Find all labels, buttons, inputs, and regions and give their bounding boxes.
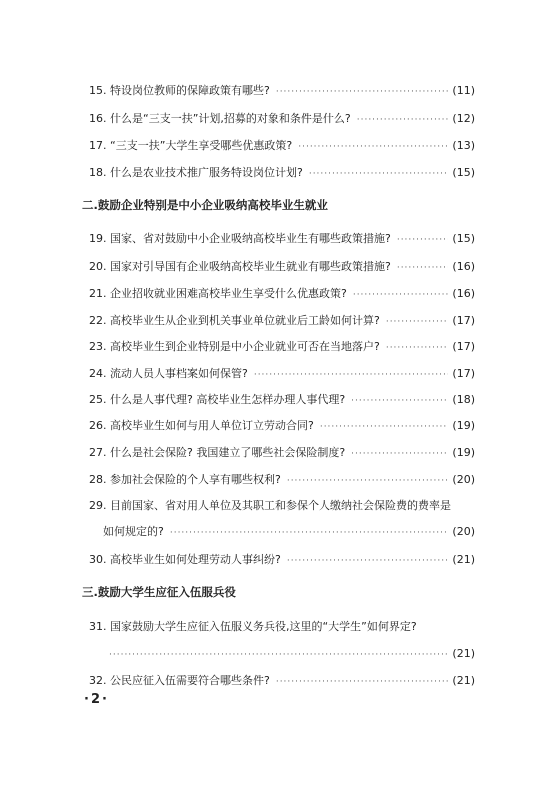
toc-item-page: (16) [452,260,475,273]
toc-item-22[interactable] [89,314,475,329]
leader-dots [397,233,449,247]
toc-item-27[interactable] [89,446,475,461]
toc-item-page: (11) [452,84,475,97]
toc-item-page: (15) [452,166,475,179]
toc-item-31-continued[interactable] [103,647,475,662]
toc-item-title: 17. “三支一扶”大学生享受哪些优惠政策? [89,139,293,152]
toc-item-30[interactable] [89,553,475,568]
toc-item-page: (21) [452,553,475,566]
leader-dots [298,140,448,154]
toc-item-page: (17) [452,314,475,327]
leader-dots [170,526,449,540]
toc-item-15[interactable] [89,84,475,99]
toc-item-title: 31. 国家鼓励大学生应征入伍服义务兵役,这里的“大学生”如何界定? [89,620,417,633]
toc-item-title: 30. 高校毕业生如何处理劳动人事纠纷? [89,553,281,566]
toc-item-page: (19) [452,446,475,459]
toc-item-title: 26. 高校毕业生如何与用人单位订立劳动合同? [89,419,314,432]
leader-dots [397,261,449,275]
leader-dots [287,474,449,488]
toc-item-title: 18. 什么是农业技术推广服务特设岗位计划? [89,166,303,179]
toc-item-title: 16. 什么是“三支一扶”计划,招募的对象和条件是什么? [89,112,351,125]
toc-item-31[interactable] [89,620,475,634]
toc-item-page: (17) [452,340,475,353]
leader-dots [353,288,449,302]
leader-dots [320,420,449,434]
toc-item-24[interactable] [89,367,475,382]
toc-item-page: (20) [452,473,475,486]
toc-item-17[interactable] [89,139,475,154]
toc-item-title: 27. 什么是社会保险? 我国建立了哪些社会保险制度? [89,446,346,459]
toc-item-title: 21. 企业招收就业困难高校毕业生享受什么优惠政策? [89,287,347,300]
toc-item-26[interactable] [89,419,475,434]
toc-item-page: (19) [452,419,475,432]
toc-item-title: 28. 参加社会保险的个人享有哪些权利? [89,473,281,486]
toc-item-page: (17) [452,367,475,380]
toc-item-25[interactable] [89,393,475,408]
toc-item-19[interactable] [89,232,475,247]
toc-item-page: (21) [452,674,475,687]
leader-dots [109,648,448,662]
toc-item-29[interactable] [89,499,475,513]
section-heading-2: 二.鼓励企业特别是中小企业吸纳高校毕业生就业 [82,198,328,212]
toc-item-16[interactable] [89,112,475,127]
toc-item-page: (13) [452,139,475,152]
toc-item-page: (20) [452,525,475,538]
toc-item-title: 32. 公民应征入伍需要符合哪些条件? [89,674,270,687]
toc-item-page: (21) [452,647,475,660]
toc-item-page: (12) [452,112,475,125]
leader-dots [351,447,448,461]
toc-item-32[interactable] [89,674,475,689]
toc-item-title: 22. 高校毕业生从企业到机关事业单位就业后工龄如何计算? [89,314,380,327]
page-number: ·2· [84,692,109,707]
toc-item-page: (16) [452,287,475,300]
toc-item-title: 如何规定的? [103,525,164,538]
toc-item-title: 24. 流动人员人事档案如何保管? [89,367,248,380]
leader-dots [276,675,449,689]
leader-dots [287,554,449,568]
leader-dots [276,85,449,99]
toc-item-title: 20. 国家对引导国有企业吸纳高校毕业生就业有哪些政策措施? [89,260,391,273]
toc-item-29-continued[interactable] [103,525,475,540]
toc-item-title: 29. 目前国家、省对用人单位及其职工和参保个人缴纳社会保险费的费率是 [89,499,451,512]
toc-item-21[interactable] [89,287,475,302]
toc-item-title: 23. 高校毕业生到企业特别是中小企业就业可否在当地落户? [89,340,380,353]
toc-item-title: 25. 什么是人事代理? 高校毕业生怎样办理人事代理? [89,393,346,406]
toc-item-28[interactable] [89,473,475,488]
leader-dots [386,315,449,329]
toc-item-18[interactable] [89,166,475,181]
leader-dots [351,394,448,408]
toc-item-page: (18) [452,393,475,406]
toc-item-page: (15) [452,232,475,245]
leader-dots [309,167,449,181]
toc-item-20[interactable] [89,260,475,275]
toc-item-title: 19. 国家、省对鼓励中小企业吸纳高校毕业生有哪些政策措施? [89,232,391,245]
leader-dots [357,113,449,127]
section-heading-3: 三.鼓励大学生应征入伍服兵役 [82,585,236,599]
toc-item-23[interactable] [89,340,475,355]
leader-dots [254,368,449,382]
toc-item-title: 15. 特设岗位教师的保障政策有哪些? [89,84,270,97]
leader-dots [386,341,449,355]
